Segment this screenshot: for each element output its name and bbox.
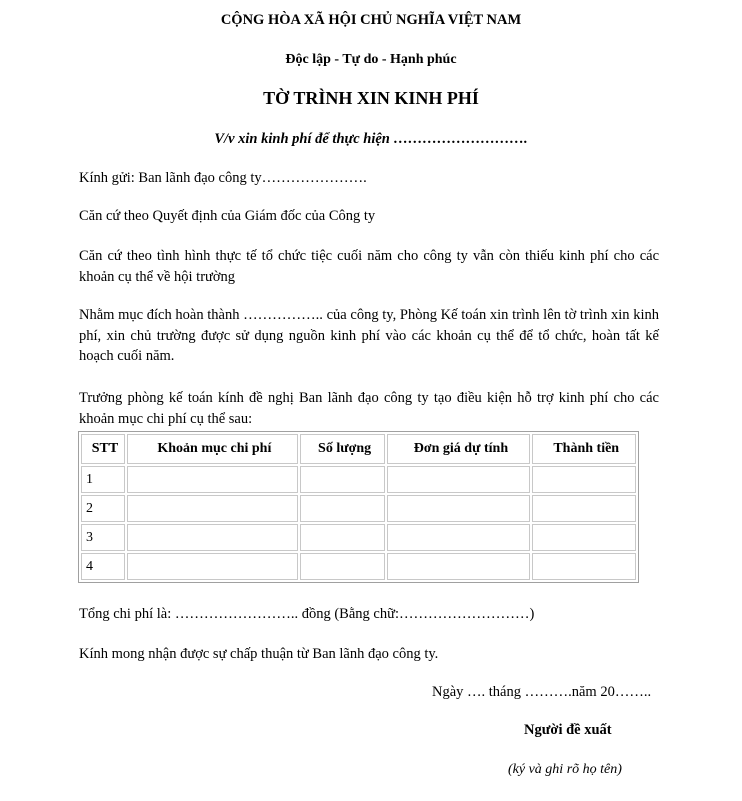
table-row <box>81 495 636 522</box>
signature-note: (ký và ghi rõ họ tên) <box>508 762 622 777</box>
purpose-paragraph <box>79 305 659 367</box>
request-text: Trưởng phòng kế toán kính đề nghị Ban lãnh đạo công ty tạo điều kiện hỗ trợ kinh phí cho các khoản mục chi phí cụ thể sau: <box>79 390 659 427</box>
table-row <box>81 553 636 580</box>
proposer-title: Người đề xuất <box>524 722 612 738</box>
legal-basis-situation-text: Căn cứ theo tình hình thực tế tổ chức tiệc cuối năm cho công ty vẫn còn thiếu kinh phí cho các khoản cụ thể về hội trường <box>79 248 659 285</box>
col-header-quantity: Số lượng <box>300 434 386 464</box>
cell-unit-price <box>387 495 530 522</box>
cell-item <box>127 495 298 522</box>
cell-quantity <box>300 524 386 551</box>
cell-unit-price <box>387 524 530 551</box>
row-number: 4 <box>81 553 125 580</box>
document-title: TỜ TRÌNH XIN KINH PHÍ <box>263 88 479 108</box>
legal-basis-decision: Căn cứ theo Quyết định của Giám đốc của Công ty <box>79 208 376 224</box>
row-number: 1 <box>81 466 125 493</box>
national-motto: Độc lập - Tự do - Hạnh phúc <box>285 52 457 67</box>
col-header-amount: Thành tiền <box>532 434 636 464</box>
document-subject: V/v xin kinh phí để thực hiện ………………………. <box>214 131 528 147</box>
date-line: Ngày …. tháng ……….năm 20…….. <box>432 684 652 700</box>
table-header-row <box>81 434 636 464</box>
cell-item <box>127 524 298 551</box>
row-number: 2 <box>81 495 125 522</box>
request-paragraph <box>79 388 659 429</box>
cell-amount <box>532 553 636 580</box>
cell-amount <box>532 524 636 551</box>
legal-basis-situation <box>79 246 659 287</box>
cell-quantity <box>300 495 386 522</box>
cell-amount <box>532 495 636 522</box>
cell-quantity <box>300 466 386 493</box>
cost-table <box>78 431 639 583</box>
col-header-item: Khoản mục chi phí <box>127 434 298 464</box>
col-header-unit-price: Đơn giá dự tính <box>387 434 530 464</box>
total-cost-line: Tổng chi phí là: …………………….. đồng (Bằng chữ:………………………) <box>79 606 535 622</box>
table-row <box>81 466 636 493</box>
cell-item <box>127 553 298 580</box>
cell-quantity <box>300 553 386 580</box>
cell-unit-price <box>387 553 530 580</box>
cell-unit-price <box>387 466 530 493</box>
national-header: CỘNG HÒA XÃ HỘI CHỦ NGHĨA VIỆT NAM <box>220 12 522 28</box>
row-number: 3 <box>81 524 125 551</box>
col-header-stt: STT <box>81 434 125 464</box>
table-row <box>81 524 636 551</box>
recipient-line: Kính gửi: Ban lãnh đạo công ty…………………. <box>79 170 367 186</box>
cell-item <box>127 466 298 493</box>
purpose-text: Nhằm mục đích hoàn thành …………….. của công ty, Phòng Kế toán xin trình lên tờ trình xin kinh phí, xin chủ trường được sử dụng nguồn kinh phí vào các khoản cụ thể để tổ chức, hoàn tất kế hoạch cuối năm. <box>79 307 659 364</box>
closing-line: Kính mong nhận được sự chấp thuận từ Ban lãnh đạo công ty. <box>79 646 439 662</box>
cell-amount <box>532 466 636 493</box>
